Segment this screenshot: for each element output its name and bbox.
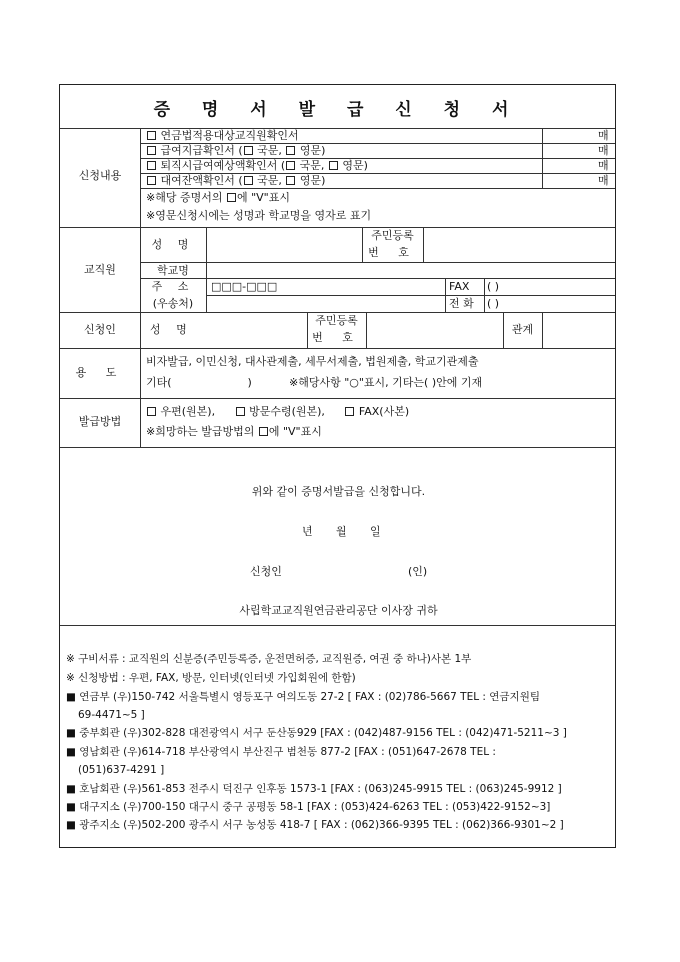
applicant-rrn-label-2: 번 호 (312, 331, 361, 344)
checkbox-icon[interactable] (147, 176, 156, 185)
checkbox-icon[interactable] (345, 407, 354, 416)
unit-label: 매 (598, 144, 609, 157)
checkbox-icon[interactable] (244, 146, 253, 155)
contents-note-1 (146, 191, 290, 205)
divider (206, 227, 207, 312)
signature-applicant-label: 신청인 (250, 565, 282, 578)
staff-fax-label: FAX (449, 280, 470, 293)
divider (60, 625, 615, 626)
checkbox-icon[interactable] (147, 407, 156, 416)
application-method-note: ※ 신청방법 : 우편, FAX, 방문, 인터넷(인터넷 가입회원에 한함) (66, 672, 356, 684)
option-english: 영문) (296, 174, 326, 187)
unit-label: 매 (598, 159, 609, 172)
applicant-relation-field[interactable] (546, 315, 612, 345)
office-line: ■ 대구지소 (우)700-150 대구시 중구 공평동 58-1 [FAX : (053)424-6263 TEL : (053)422-9152~3] (66, 801, 551, 813)
purpose-label: 용 도 (75, 366, 125, 379)
divider (423, 227, 424, 262)
office-line: 69-4471~5 ] (78, 709, 145, 721)
office-line: ■ 호남회관 (우)561-853 전주시 덕진구 인후동 1573-1 [FAX : (063)245-9915 TEL : (063)245-9912 ] (66, 783, 562, 795)
purpose-note: ※해당사항 "○"표시, 기타는( )안에 기재 (289, 376, 483, 389)
staff-address-sublabel: (우송처) (152, 297, 194, 310)
staff-rrn-label-1: 주민등록 (371, 229, 414, 242)
applicant-label: 신청인 (84, 323, 116, 336)
checkbox-icon[interactable] (286, 146, 295, 155)
checkbox-icon[interactable] (286, 161, 295, 170)
unit-label: 매 (598, 174, 609, 187)
staff-rrn-label-2: 번 호 (368, 246, 417, 259)
contents-item-4[interactable] (146, 174, 325, 188)
divider (206, 295, 615, 296)
date-day-label: 일 (370, 525, 381, 538)
divider (445, 278, 446, 312)
checkbox-icon[interactable] (286, 176, 295, 185)
divider (60, 447, 615, 448)
note-text: 에 "V"표시 (236, 191, 290, 204)
divider (542, 312, 543, 348)
option-korean: 국문, (296, 159, 328, 172)
note-text: ※해당 증명서의 (146, 191, 226, 204)
divider (484, 278, 485, 312)
checkbox-icon (259, 427, 268, 436)
staff-school-field[interactable] (210, 264, 610, 277)
required-docs-note: ※ 구비서류 : 교직원의 신분증(주민등록증, 운전면허증, 교직원증, 여권 중 하나)사본 1부 (66, 653, 472, 665)
other-close: ) (247, 376, 252, 389)
divider (542, 128, 543, 188)
staff-name-label: 성 명 (151, 238, 195, 251)
contents-note-2: ※영문신청시에는 성명과 학교명을 영자로 표기 (146, 209, 372, 222)
divider (366, 312, 367, 348)
staff-address-label: 주 소 (151, 280, 195, 293)
option-korean: 국문, (253, 144, 286, 157)
checkbox-icon[interactable] (329, 161, 338, 170)
staff-postal-code[interactable]: □□□-□□□ (211, 280, 278, 293)
staff-phone-label: 전 화 (449, 297, 474, 310)
checkbox-icon (227, 193, 236, 202)
staff-fax-field[interactable]: ( ) (487, 280, 500, 293)
staff-label: 교직원 (84, 263, 116, 276)
checkbox-icon[interactable] (244, 176, 253, 185)
contents-item-2[interactable] (146, 144, 325, 158)
option-fax: FAX(사본) (355, 405, 410, 418)
staff-name-field[interactable] (210, 232, 358, 258)
staff-phone-field[interactable]: ( ) (487, 297, 500, 310)
office-line: ■ 연금부 (우)150-742 서울특별시 영등포구 여의도동 27-2 [ FAX : (02)786-5667 TEL : 연금지원팀 (66, 691, 540, 703)
date-month-label: 월 (336, 525, 347, 538)
application-form (59, 84, 616, 848)
method-label: 발급방법 (78, 415, 122, 428)
divider (140, 262, 615, 263)
option-english: 영문) (296, 144, 326, 157)
office-line: ■ 중부회관 (우)302-828 대전광역시 서구 둔산동929 [FAX : (042)487-9156 TEL : (042)471-5211~3 ] (66, 727, 567, 739)
option-mail: 우편(원본), (157, 405, 216, 418)
method-options[interactable] (146, 405, 409, 419)
other-open: 기타( (146, 376, 172, 389)
office-line: ■ 광주지소 (우)502-200 광주시 서구 농성동 418-7 [ FAX : (062)366-9395 TEL : (062)366-9301~2 ] (66, 819, 564, 831)
method-note (146, 425, 322, 439)
divider (140, 188, 615, 189)
contents-item-1[interactable] (146, 129, 299, 143)
divider (60, 227, 615, 228)
option-english: 영문) (338, 159, 368, 172)
purpose-options[interactable]: 비자발급, 이민신청, 대사관제출, 세무서제출, 법원제출, 학교기관제출 (146, 355, 479, 368)
divider (60, 128, 615, 129)
contents-label: 신청내용 (78, 169, 122, 182)
item-label: 연금법적용대상교직원확인서 (160, 129, 299, 142)
applicant-name-label: 성 명 (150, 323, 193, 336)
unit-label: 매 (598, 129, 609, 142)
divider (60, 348, 615, 349)
contents-item-3[interactable] (146, 159, 368, 173)
date-year-label: 년 (302, 525, 313, 538)
checkbox-icon[interactable] (236, 407, 245, 416)
checkbox-icon[interactable] (147, 146, 156, 155)
applicant-name-field[interactable] (210, 315, 304, 345)
divider (60, 398, 615, 399)
staff-school-label: 학교명 (157, 264, 189, 277)
staff-rrn-field[interactable] (426, 232, 612, 258)
purpose-other[interactable] (146, 376, 252, 390)
form-title: 증 명 서 발 급 신 청 서 (153, 100, 522, 120)
statement-text: 위와 같이 증명서발급을 신청합니다. (251, 485, 426, 498)
option-visit: 방문수령(원본), (245, 405, 325, 418)
seal-label: (인) (408, 565, 428, 578)
note-text: 에 "V"표시 (268, 425, 322, 438)
office-line: ■ 영남회관 (우)614-718 부산광역시 부산진구 범천동 877-2 [FAX : (051)647-2678 TEL : (66, 746, 496, 758)
applicant-relation-label: 관계 (511, 323, 534, 336)
applicant-rrn-label-1: 주민등록 (315, 314, 358, 327)
checkbox-icon[interactable] (147, 161, 156, 170)
note-text: ※희망하는 발급방법의 (146, 425, 258, 438)
option-korean: 국문, (253, 174, 286, 187)
item-label: 퇴직시급여예상액확인서 ( (160, 159, 286, 172)
divider (60, 312, 615, 313)
applicant-rrn-field[interactable] (370, 315, 500, 345)
office-line: (051)637-4291 ] (78, 764, 165, 776)
item-label: 대여잔액확인서 ( (160, 174, 243, 187)
addressee: 사립학교교직원연금관리공단 이사장 귀하 (239, 604, 438, 617)
checkbox-icon[interactable] (147, 131, 156, 140)
item-label: 급여지급확인서 ( (160, 144, 243, 157)
divider (140, 278, 615, 279)
